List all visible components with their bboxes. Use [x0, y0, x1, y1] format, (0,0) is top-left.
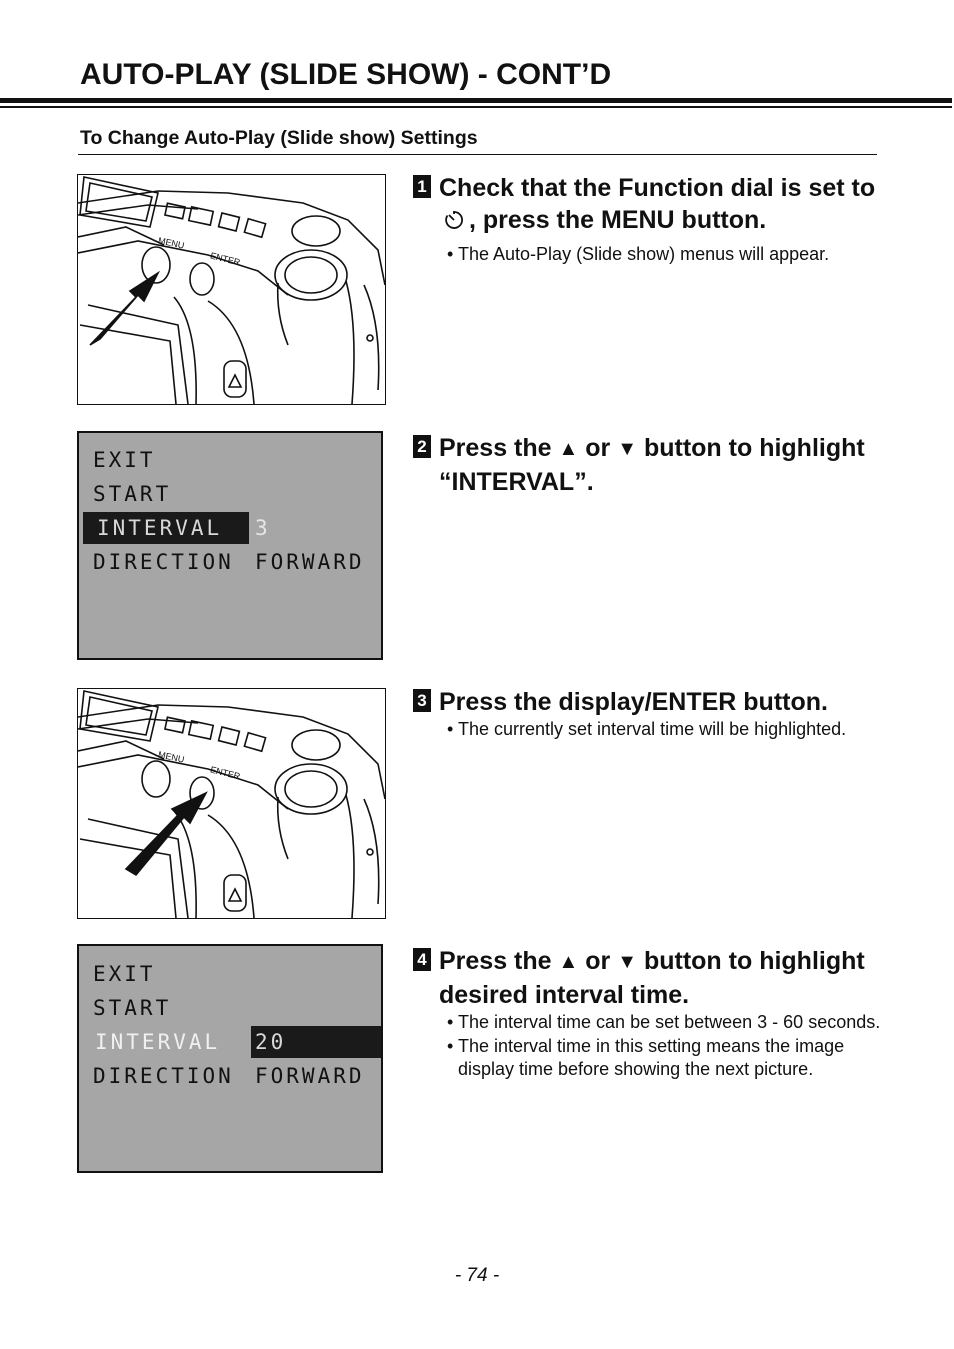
step-title [439, 172, 883, 239]
lcd-menu-screen-1 [77, 431, 383, 660]
up-arrow-icon: ▲ [558, 951, 579, 973]
page-number: - 74 - [454, 1265, 500, 1286]
lcd-label: START [93, 996, 172, 1020]
step-3 [413, 686, 883, 742]
step-title: Press the display/ENTER button. [439, 688, 828, 716]
step-bullets [447, 243, 883, 267]
menu-label: MENU [157, 749, 186, 765]
lcd-label: DIRECTION [93, 550, 234, 574]
camera-illustration-menu [77, 174, 386, 405]
down-arrow-icon: ▼ [617, 951, 638, 973]
step-number: 3 [413, 689, 431, 712]
lcd-value: FORWARD [255, 550, 365, 574]
lcd-row-interval [79, 512, 381, 546]
lcd-value: 3 [255, 516, 271, 540]
step-title-or: or [585, 434, 611, 462]
page-title: AUTO-PLAY (SLIDE SHOW) - CONT’D [80, 58, 612, 91]
lcd-row-direction [79, 1060, 381, 1094]
step-title-text: Press the [439, 947, 552, 975]
lcd-label: INTERVAL [95, 1030, 221, 1054]
down-arrow-icon: ▼ [617, 438, 638, 460]
lcd-label: DIRECTION [93, 1064, 234, 1088]
self-timer-icon [443, 207, 465, 239]
section-heading: To Change Auto-Play (Slide show) Settings [80, 127, 478, 149]
step-2 [413, 432, 883, 498]
lcd-label-highlighted: INTERVAL [97, 516, 223, 540]
lcd-row-exit [79, 958, 381, 992]
menu-label: MENU [157, 235, 186, 251]
title-rule [0, 98, 952, 103]
section-rule [78, 154, 877, 155]
step-bullets [447, 718, 883, 742]
up-arrow-icon: ▲ [558, 438, 579, 460]
step-title-or: or [585, 947, 611, 975]
title-rule-thin [0, 106, 952, 108]
bullet-item: • The currently set interval time will be highlighted. [447, 718, 883, 742]
step-title-text-end: button to highlight desired interval time. [439, 947, 865, 1009]
step-1 [413, 172, 883, 267]
camera-illustration-enter [77, 688, 386, 919]
lcd-row-direction [79, 546, 381, 580]
step-4 [413, 945, 883, 1082]
lcd-value: FORWARD [255, 1064, 365, 1088]
lcd-value-highlighted: 20 [255, 1030, 287, 1054]
step-title-text: Press the [439, 434, 552, 462]
lcd-label: START [93, 482, 172, 506]
lcd-row-interval [79, 1026, 381, 1060]
bullet-item: • The interval time in this setting means the image display time before showing the next picture. [447, 1035, 883, 1082]
lcd-label: EXIT [93, 962, 156, 986]
lcd-row-start [79, 992, 381, 1026]
bullet-item: • The Auto-Play (Slide show) menus will appear. [447, 243, 883, 267]
step-title-text: Check that the Function dial is set to [439, 174, 876, 202]
bullet-item: • The interval time can be set between 3 - 60 seconds. [447, 1011, 883, 1035]
step-bullets [447, 1011, 883, 1082]
enter-label: ENTER [209, 764, 242, 782]
lcd-menu-screen-2 [77, 944, 383, 1173]
lcd-label: EXIT [93, 448, 156, 472]
step-title-text-end: , press the MENU button. [469, 206, 767, 234]
step-number: 4 [413, 948, 431, 971]
step-number: 2 [413, 435, 431, 458]
lcd-row-start [79, 478, 381, 512]
lcd-row-exit [79, 444, 381, 478]
step-title [439, 432, 883, 498]
step-number: 1 [413, 175, 431, 198]
step-title-text-end: button to highlight “INTERVAL”. [439, 434, 865, 496]
enter-label: ENTER [209, 250, 242, 268]
step-title [439, 945, 883, 1011]
